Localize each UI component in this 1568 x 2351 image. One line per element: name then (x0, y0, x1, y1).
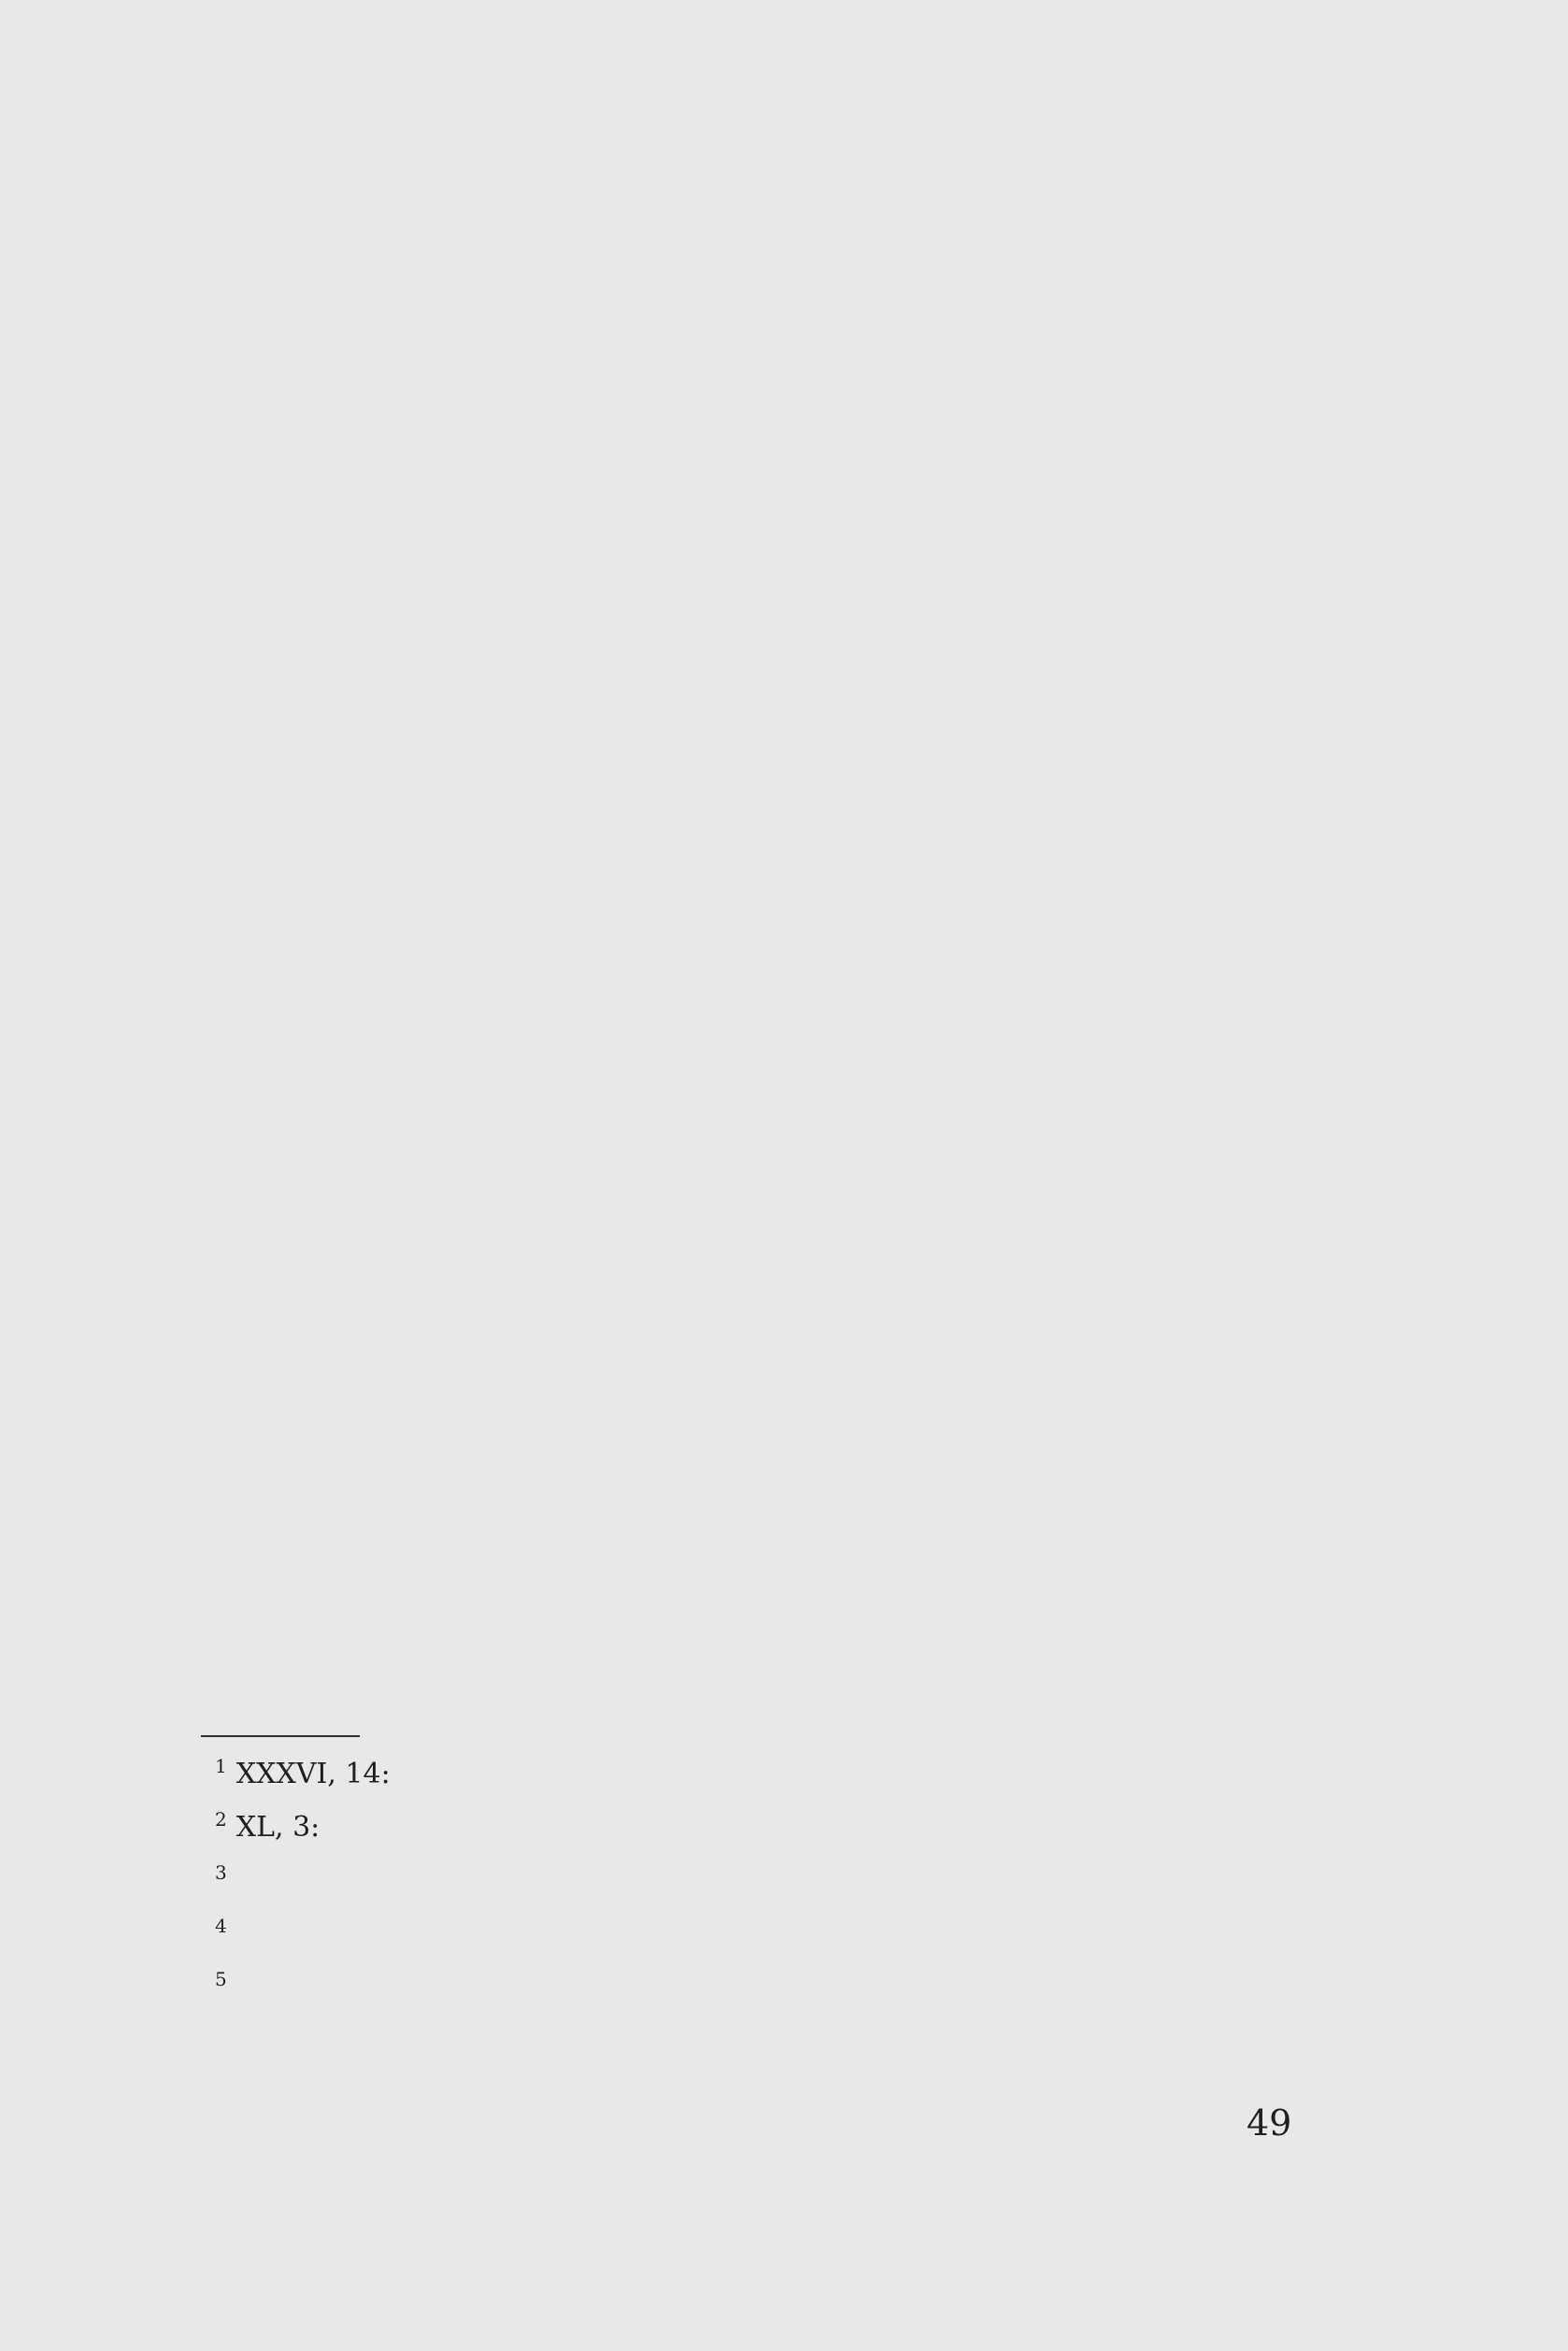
footnote-number: 5 (215, 1968, 227, 1990)
footnote-number: 2 (215, 1808, 227, 1831)
body-text (121, 187, 1299, 576)
page-number: 49 (1247, 2102, 1292, 2144)
footnote-number: 4 (215, 1915, 227, 1937)
footnote-number: 1 (215, 1755, 227, 1777)
footnote-text: XL, 3: (235, 1811, 321, 1844)
paragraph (121, 478, 1299, 576)
footnote-text: XXXVI, 14: (235, 1758, 391, 1790)
footnotes (121, 1745, 1299, 2012)
footnote (121, 1905, 1299, 1955)
footnote (121, 1799, 1299, 1848)
footnote (121, 1745, 1299, 1795)
paragraph (121, 284, 1299, 381)
footnote (121, 1959, 1299, 2008)
footnote-divider (201, 1735, 360, 1737)
footnote-number: 3 (215, 1861, 227, 1884)
paragraph (121, 187, 1299, 284)
paragraph (121, 381, 1299, 478)
footnote (121, 1852, 1299, 1902)
